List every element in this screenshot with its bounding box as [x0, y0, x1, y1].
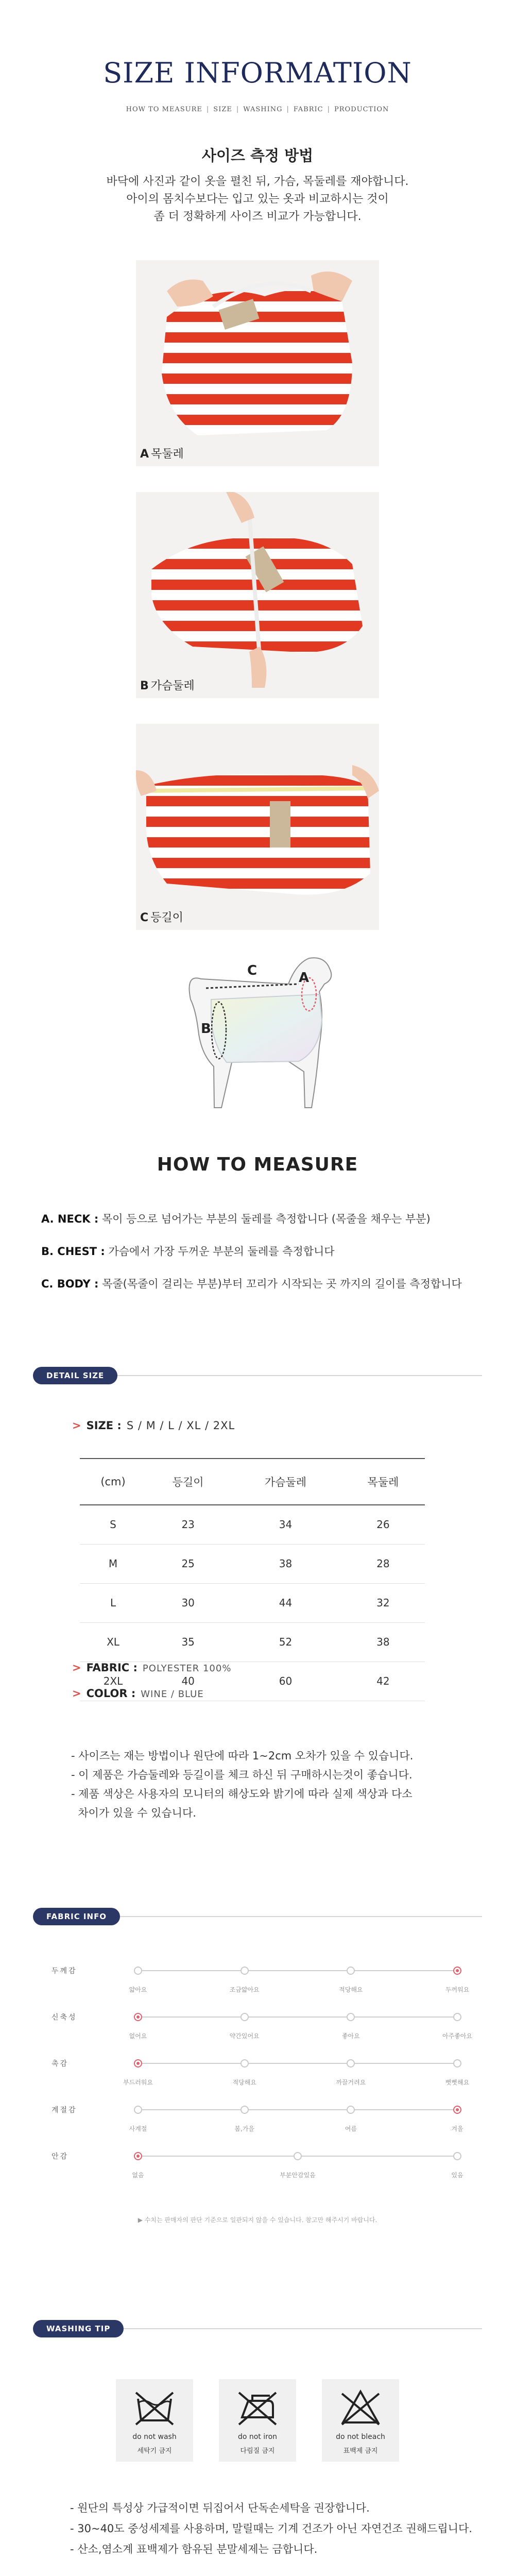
method-desc-line: 아이의 몸치수보다는 입고 있는 옷과 비교하시는 것이: [126, 193, 389, 206]
chevron-right-icon: >: [72, 1687, 81, 1700]
fabric-scale-dot: [347, 2106, 355, 2114]
wash-label-ko: 다림질 금지: [240, 2447, 275, 2455]
fabric-scale-option: 약간있어요: [229, 2032, 260, 2040]
fabric-scale-option: 조금얇아요: [229, 1986, 260, 1993]
fabric-scale-name: 안감: [52, 2153, 69, 2161]
fabric-scale-option: 겨울: [451, 2125, 464, 2132]
size-options-row: [72, 1419, 235, 1432]
fabric-scale-track: [138, 2063, 457, 2064]
no-wash-icon: [134, 2388, 175, 2427]
fabric-scale-dot: [347, 2059, 355, 2067]
fabric-info-note: ▶ 수치는 판매자의 판단 기준으로 일관되지 않을 수 있습니다. 참고만 해주시기 바랍니다.: [138, 2216, 377, 2224]
table-row: [80, 1622, 425, 1662]
photo-neck-measure: [136, 260, 379, 466]
table-header: (cm): [80, 1459, 146, 1505]
method-title: 사이즈 측정 방법: [201, 147, 314, 164]
table-cell: 44: [230, 1583, 341, 1622]
table-header: 가슴둘레: [230, 1459, 341, 1505]
wash-care-no-bleach: [322, 2379, 399, 2462]
fabric-scale-dot: [453, 2059, 461, 2067]
table-cell: 60: [230, 1662, 341, 1701]
washing-tip-pill: WASHING TIP: [33, 2320, 124, 2337]
chevron-right-icon: >: [72, 1419, 81, 1432]
wash-label-en: do not bleach: [336, 2433, 385, 2441]
fabric-scale-name: 두께감: [52, 1967, 77, 1975]
nav-item-how-to-measure: HOW TO MEASURE: [126, 106, 202, 113]
measure-row-chest: [41, 1243, 335, 1259]
note-line: - 제품 색상은 사용자의 모니터의 해상도와 밝기에 따라 실제 색상과 다소: [71, 1788, 413, 1800]
table-cell: 38: [341, 1622, 425, 1662]
note-line: 차이가 있을 수 있습니다.: [71, 1807, 196, 1819]
photo-body-measure: [136, 724, 379, 930]
table-cell: 34: [230, 1505, 341, 1544]
table-header: 등길이: [146, 1459, 230, 1505]
fabric-scale-option: 없어요: [129, 2032, 147, 2040]
table-cell: 52: [230, 1622, 341, 1662]
fabric-scale-dot: [347, 2013, 355, 2021]
fabric-scale-dot-selected: [134, 2013, 142, 2021]
striped-shirt-chest-image: [136, 492, 379, 698]
nav-item-fabric: FABRIC: [293, 106, 323, 113]
table-cell: L: [80, 1583, 146, 1622]
fabric-scale-dot: [241, 1967, 249, 1975]
section-nav: HOW TO MEASURE | SIZE | WASHING | FABRIC | PRODUCTION: [126, 106, 389, 113]
fabric-scale-name: 촉감: [52, 2060, 69, 2068]
table-cell: S: [80, 1505, 146, 1544]
table-row: [80, 1583, 425, 1622]
method-desc-line: 바닥에 사진과 같이 옷을 펼친 뒤, 가슴, 목둘레를 재야합니다.: [106, 175, 409, 188]
fabric-scale-dot-selected: [453, 1967, 461, 1975]
fabric-scale-dot-selected: [453, 2106, 461, 2114]
wash-label-en: do not iron: [237, 2433, 278, 2441]
fabric-scale-dot-selected: [134, 2059, 142, 2067]
striped-shirt-neck-image: [136, 260, 379, 466]
size-value: S / M / L / XL / 2XL: [126, 1419, 235, 1432]
wash-label-ko: 세탁기 금지: [137, 2447, 172, 2455]
fabric-scale-dot: [294, 2152, 302, 2160]
caption-label: 목둘레: [151, 448, 184, 461]
note-line: - 원단의 특성상 가급적이면 뒤집어서 단독손세탁을 권장합니다.: [70, 2502, 370, 2514]
nav-item-production: PRODUCTION: [334, 106, 389, 113]
fabric-label: FABRIC :: [86, 1662, 138, 1674]
fabric-scale-option: 얇아요: [129, 1986, 147, 1993]
size-label: SIZE :: [86, 1419, 122, 1432]
detail-size-pill: DETAIL SIZE: [33, 1367, 117, 1384]
fabric-scale-dot: [347, 1967, 355, 1975]
measure-row-body: [41, 1276, 462, 1291]
fabric-scale-option: 봄,가을: [234, 2125, 254, 2132]
caption-label: 등길이: [150, 911, 183, 924]
photo-caption-a: [140, 445, 184, 461]
fabric-scale-option: 여름: [345, 2125, 357, 2132]
note-line: - 이 제품은 가슴둘레와 등길이를 체크 하신 뒤 구매하시는것이 좋습니다.: [71, 1769, 413, 1781]
table-cell: XL: [80, 1622, 146, 1662]
fabric-scale-option: 없음: [132, 2172, 144, 2179]
fabric-scale-row: [52, 2058, 470, 2105]
caption-label: 가슴둘레: [150, 680, 195, 692]
color-value: WINE / BLUE: [141, 1689, 204, 1700]
note-line: - 사이즈는 재는 방법이나 원단에 따라 1~2cm 오차가 있을 수 있습니다.: [71, 1750, 414, 1762]
dog-label-c: C: [247, 963, 258, 978]
measure-row-neck: [41, 1211, 431, 1226]
washing-notes: [70, 2498, 482, 2560]
measure-text: 목이 등으로 넘어가는 부분의 둘레를 측정합니다 (목줄을 채우는 부분): [101, 1213, 431, 1225]
fabric-scale-option: 아주좋아요: [442, 2032, 472, 2040]
wash-care-no-wash: [116, 2379, 193, 2462]
measure-text: 목줄(목줄이 걸리는 부분)부터 꼬리가 시작되는 곳 까지의 길이를 측정합니다: [102, 1278, 462, 1290]
fabric-scale-option: 적당해요: [339, 1986, 363, 1993]
fabric-value: POLYESTER 100%: [142, 1663, 232, 1674]
color-row: [72, 1687, 204, 1700]
page-title: SIZE INFORMATION: [103, 57, 412, 89]
photo-caption-c: [140, 909, 183, 925]
measure-text: 가슴에서 가장 두꺼운 부분의 둘레를 측정합니다: [108, 1245, 335, 1258]
fabric-scale-option: 좋아요: [341, 2032, 360, 2040]
fabric-scale-dot: [241, 2013, 249, 2021]
fabric-scale-name: 계절감: [52, 2106, 77, 2114]
fabric-scale-option: 까끌거려요: [336, 2079, 366, 2086]
fabric-scale-row: [52, 1965, 470, 2012]
fabric-scale-option: 뻣뻣해요: [445, 2079, 470, 2086]
table-cell: 28: [341, 1544, 425, 1583]
table-row: [80, 1544, 425, 1583]
dog-label-b: B: [201, 1021, 211, 1037]
fabric-info-pill: FABRIC INFO: [33, 1908, 120, 1925]
fabric-scale-dot-selected: [134, 2152, 142, 2160]
measure-key: A. NECK :: [41, 1213, 99, 1225]
measure-key: B. CHEST :: [41, 1245, 105, 1258]
table-cell: 30: [146, 1583, 230, 1622]
wash-label-en: do not wash: [132, 2433, 177, 2441]
dog-label-a: A: [299, 970, 310, 986]
fabric-scale-dot: [241, 2106, 249, 2114]
table-cell: 26: [341, 1505, 425, 1544]
fabric-scale-name: 신축성: [52, 2013, 77, 2022]
table-cell: 35: [146, 1622, 230, 1662]
table-cell: 42: [341, 1662, 425, 1701]
dog-measure-diagram: [170, 943, 345, 1139]
photo-chest-measure: [136, 492, 379, 698]
fabric-scale-option: 부분안감있음: [280, 2172, 316, 2179]
fabric-scale-option: 사계절: [129, 2125, 147, 2132]
table-cell: 32: [341, 1583, 425, 1622]
nav-item-washing: WASHING: [243, 106, 283, 113]
fabric-scale-option: 부드러워요: [123, 2079, 153, 2086]
fabric-scale-dot: [134, 1967, 142, 1975]
fabric-scale-row: [52, 2105, 464, 2151]
chevron-right-icon: >: [72, 1662, 81, 1674]
table-cell: 40: [146, 1662, 230, 1701]
wash-label-ko: 표백제 금지: [343, 2447, 378, 2455]
caption-letter: A: [140, 448, 149, 461]
fabric-scale-track: [138, 1970, 457, 1971]
table-cell: 2XL: [80, 1662, 146, 1701]
no-bleach-icon: [340, 2388, 381, 2427]
fabric-scale-track: [138, 2109, 457, 2110]
fabric-scale-dot: [453, 2013, 461, 2021]
method-desc-line: 좀 더 정확하게 사이즈 비교가 가능합니다.: [153, 210, 362, 223]
fabric-scale-track: [138, 2016, 457, 2018]
fabric-scale-dot: [134, 2106, 142, 2114]
fabric-scale-row: [52, 2151, 464, 2197]
nav-item-size: SIZE: [213, 106, 232, 113]
fabric-scale-option: 두꺼워요: [445, 1986, 470, 1993]
size-notes: [71, 1747, 473, 1823]
table-cell: 38: [230, 1544, 341, 1583]
color-label: COLOR :: [86, 1687, 136, 1700]
method-description: [0, 173, 515, 226]
fabric-scale-option: 적당해요: [232, 2079, 256, 2086]
fabric-scale-option: 있음: [451, 2172, 464, 2179]
table-row: [80, 1505, 425, 1544]
fabric-scale-row: [52, 2012, 472, 2058]
how-to-measure-title: HOW TO MEASURE: [157, 1154, 358, 1175]
note-line: - 30~40도 중성세제를 사용하며, 말릴때는 기계 건조가 아닌 자연건조 권해드립니다.: [70, 2522, 472, 2535]
table-header-row: [80, 1459, 425, 1505]
caption-letter: C: [140, 911, 149, 924]
table-cell: M: [80, 1544, 146, 1583]
table-cell: 23: [146, 1505, 230, 1544]
note-line: - 산소,염소계 표백제가 함유된 분말세제는 금합니다.: [70, 2543, 318, 2555]
wash-care-no-iron: [219, 2379, 296, 2462]
table-header: 목둘레: [341, 1459, 425, 1505]
fabric-scale-dot: [241, 2059, 249, 2067]
no-iron-icon: [237, 2388, 278, 2427]
table-cell: 25: [146, 1544, 230, 1583]
measure-key: C. BODY :: [41, 1278, 99, 1290]
striped-shirt-back-image: [136, 724, 379, 930]
fabric-row: [72, 1662, 231, 1674]
fabric-scale-dot: [453, 2152, 461, 2160]
caption-letter: B: [140, 680, 149, 692]
photo-caption-b: [140, 677, 195, 693]
